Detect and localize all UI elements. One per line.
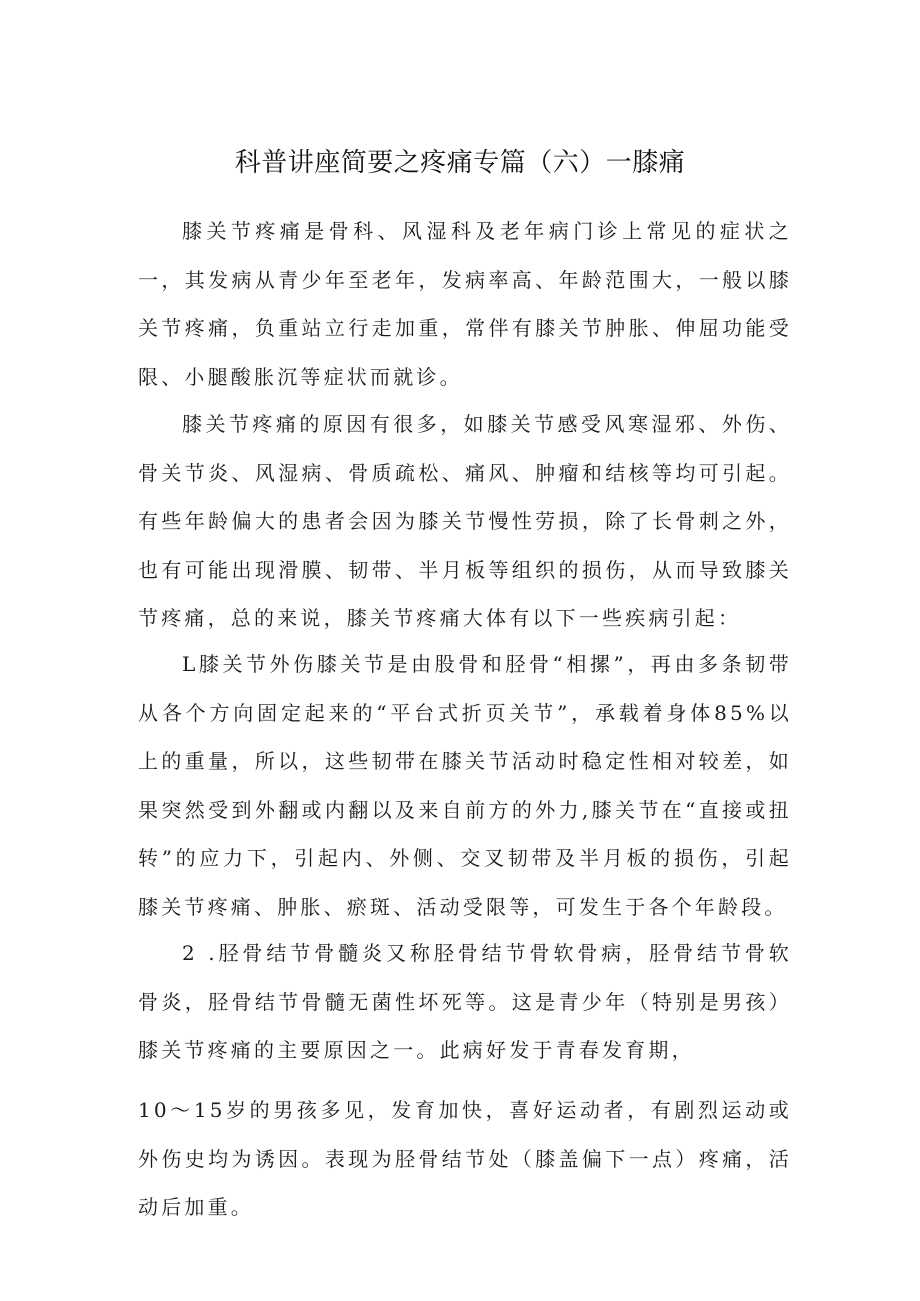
document-title: 科普讲座简要之疼痛专篇（六）一膝痛 [234, 148, 686, 178]
paragraph-age-group: 10〜15岁的男孩多见，发育加快，喜好运动者，有剧烈运动或外伤史均为诱因。表现为胫骨结节处（膝盖偏下一点）疼痛，活动后加重。 [138, 1098, 792, 1219]
paragraph-causes: 膝关节疼痛的原因有很多，如膝关节感受风寒湿邪、外伤、骨关节炎、风湿病、骨质疏松、痛风、肿瘤和结核等均可引起。有些年龄偏大的患者会因为膝关节慢性劳损，除了长骨刺之外，也有可能出现滑膜、韧带、半月板等组织的损伤，从而导致膝关节疼痛，总的来说，膝关节疼痛大体有以下一些疾病引起： [138, 412, 792, 630]
paragraph-knee-injury: L膝关节外伤膝关节是由股骨和胫骨“相摞”，再由多条韧带从各个方向固定起来的“平台式折页关节”，承载着身体85%以上的重量，所以，这些韧带在膝关节活动时稳定性相对较差，如果突然受到外翻或内翻以及来自前方的外力,膝关节在“直接或扭转”的应力下，引起内、外侧、交叉韧带及半月板的损伤，引起膝关节疼痛、肿胀、瘀斑、活动受限等，可发生于各个年龄段。 [138, 652, 792, 919]
paragraph-tibial-tubercle: 2 .胫骨结节骨髓炎又称胫骨结节骨软骨病，胫骨结节骨软骨炎，胫骨结节骨髓无菌性坏死等。这是青少年（特别是男孩）膝关节疼痛的主要原因之一。此病好发于青春发育期， [138, 941, 792, 1062]
paragraph-intro: 膝关节疼痛是骨科、风湿科及老年病门诊上常见的症状之一，其发病从青少年至老年，发病率高、年龄范围大，一般以膝关节疼痛，负重站立行走加重，常伴有膝关节肿胀、伸屈功能受限、小腿酸胀沉等症状而就诊。 [138, 219, 792, 389]
